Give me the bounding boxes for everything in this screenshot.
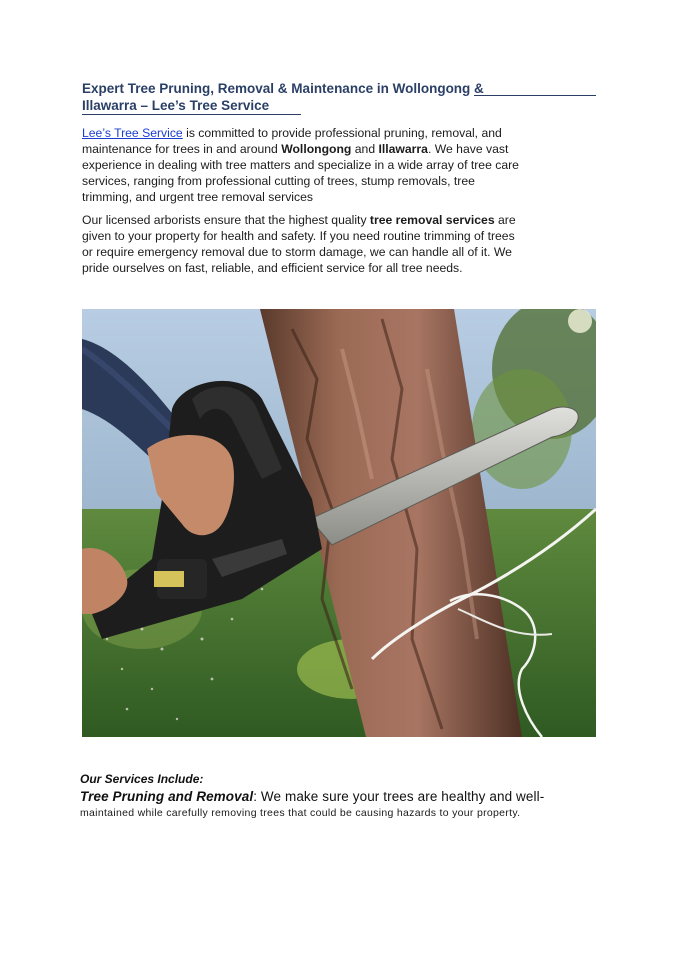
arborists-paragraph [82, 212, 522, 276]
page-title-line2: Illawarra – Lee’s Tree Service [82, 97, 301, 115]
service-item-title: Tree Pruning and Removal [80, 789, 254, 804]
intro-text: . We have vast experience in dealing with tree matters and specialize in a wide array of tree care services, ranging from professional cutting of trees, stump removals, tree trimming, and urgent tree removal services [82, 142, 519, 204]
intro-bold-illawarra: Illawarra [378, 142, 428, 156]
service-item-text: We make sure your trees are healthy and well- [257, 789, 545, 804]
arborists-text: Our licensed arborists ensure that the highest quality [82, 213, 370, 227]
arborists-bold: tree removal services [369, 213, 495, 227]
intro-bold-wollongong: Wollongong [281, 142, 352, 156]
page-title-line1: Expert Tree Pruning, Removal & Maintenance in Wollongong & [82, 81, 484, 96]
service-item-colon: : [253, 789, 258, 804]
service-item-text-continued: maintained while carefully removing trees that could be causing hazards to your property. [80, 807, 521, 819]
service-item-pruning [80, 789, 544, 804]
intro-text: and [351, 142, 379, 156]
services-heading: Our Services Include: [80, 772, 204, 786]
chainsaw-photo [82, 309, 596, 737]
intro-text: is committed to provide professional pruning, removal, and maintenance for trees in and around [82, 126, 502, 156]
intro-paragraph [82, 125, 522, 205]
page-title [82, 80, 596, 115]
lees-tree-service-link[interactable]: Lee’s Tree Service [82, 126, 183, 140]
title-underline [474, 95, 596, 96]
arborists-text: are given to your property for health and safety. If you need routine trimming of trees or require emergency removal due to storm damage, we can handle all of it. We pride ourselves on fast, reliable, and efficient service for all tree needs. [82, 213, 516, 275]
